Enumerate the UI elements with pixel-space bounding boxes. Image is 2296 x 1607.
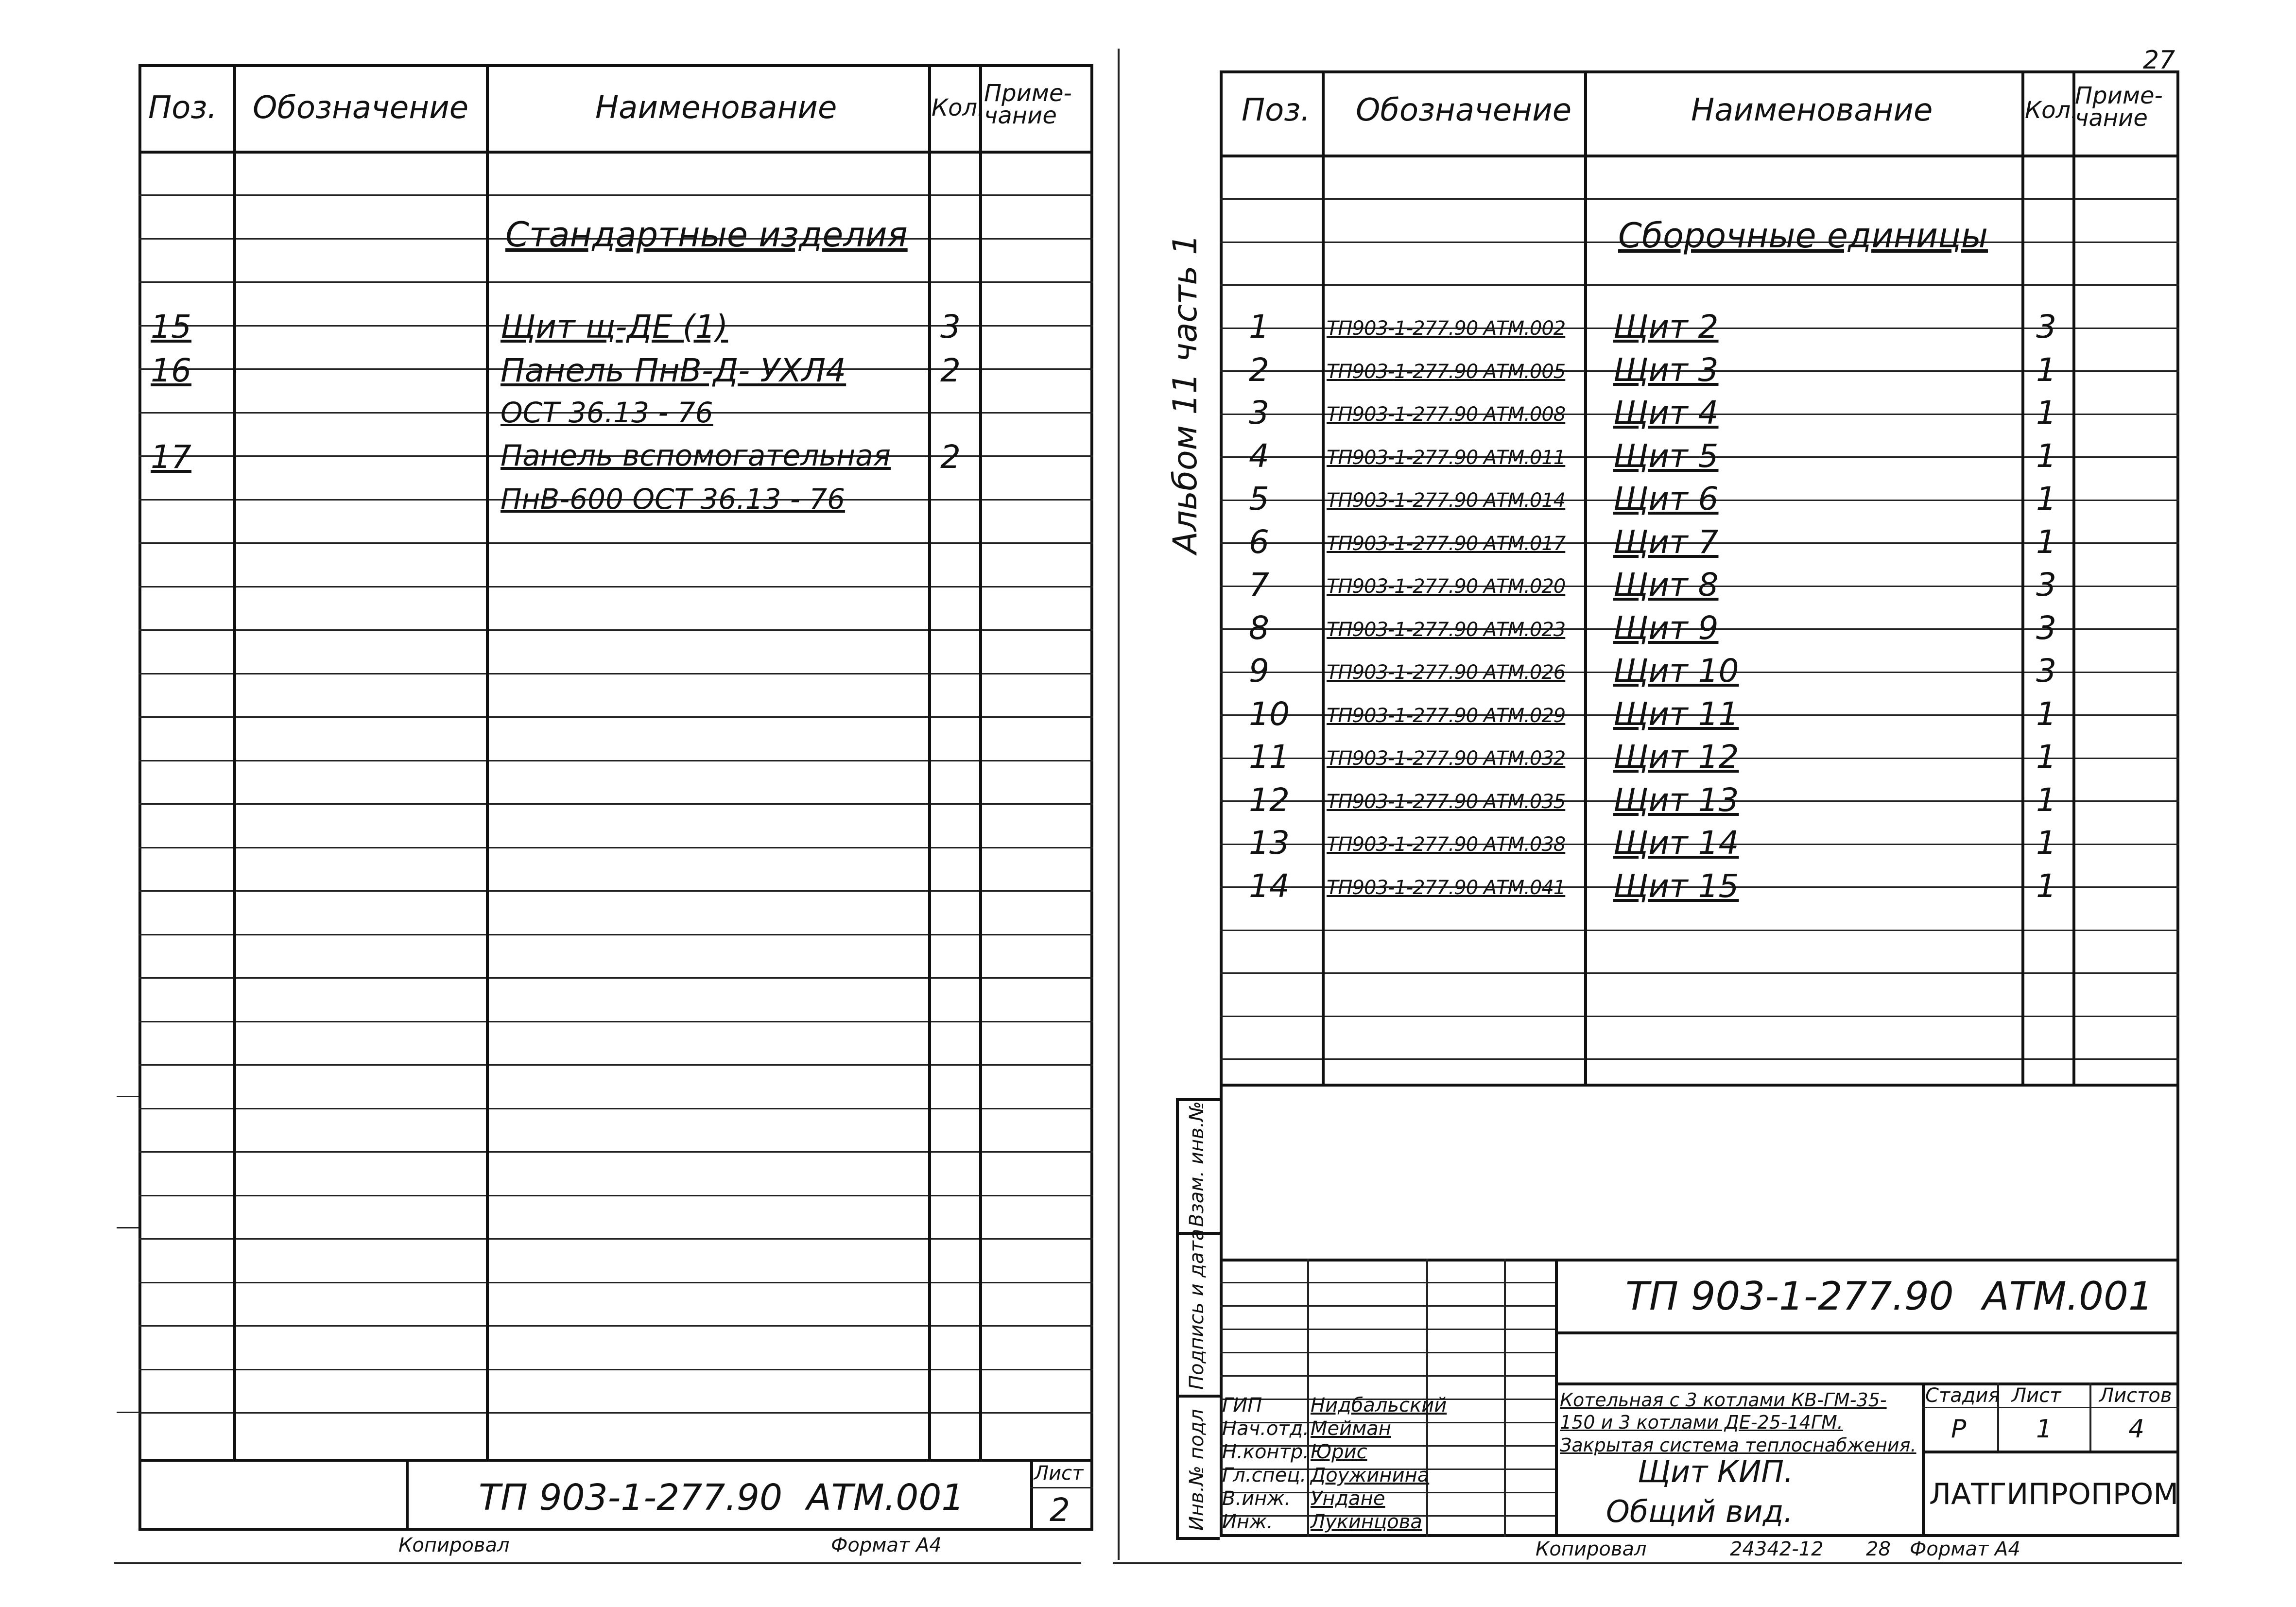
left-row-line xyxy=(138,890,1093,892)
left-row-line xyxy=(138,1369,1093,1370)
right-row-name: Щит 12 xyxy=(1613,738,1739,776)
left-margin-tick xyxy=(117,1096,138,1097)
right-col-line-1 xyxy=(1322,70,1325,1084)
right-row-pos: 1 xyxy=(1249,308,1269,346)
right-row-name: Щит 10 xyxy=(1613,652,1739,690)
right-row-name: Щит 13 xyxy=(1613,781,1739,819)
center-divider xyxy=(1118,49,1120,1560)
title-drawing-subtitle: Общий вид. xyxy=(1606,1494,1794,1529)
title-block-stage-divider xyxy=(1922,1382,1925,1537)
title-doc-code: АТМ.001 xyxy=(1983,1274,2153,1319)
left-col-line-3 xyxy=(928,64,931,1459)
left-row-line xyxy=(138,803,1093,805)
right-row-qty: 1 xyxy=(2036,738,2056,776)
right-row-code: ТП903-1-277.90 АТМ.023 xyxy=(1327,619,1566,641)
right-row-pos: 11 xyxy=(1249,738,1290,776)
left-header-qty: Кол. xyxy=(932,94,985,121)
left-stamp-sheet-label: Лист xyxy=(1034,1462,1084,1485)
title-block-date-col xyxy=(1504,1259,1506,1537)
right-row-line xyxy=(1220,1058,2179,1060)
title-project-description: Котельная с 3 котлами КВ-ГМ-35-150 и 3 котлами ДЕ-25-14ГМ. Закрытая система теплоснабжения. xyxy=(1560,1389,1916,1456)
right-row-qty: 1 xyxy=(2036,394,2056,432)
right-row-name: Щит 2 xyxy=(1613,308,1719,346)
right-row-line xyxy=(1220,930,2179,931)
title-block-name-col xyxy=(1307,1259,1309,1537)
left-header-line xyxy=(138,151,1093,154)
left-footer-line xyxy=(114,1562,1081,1564)
left-row-qty: 2 xyxy=(940,352,961,389)
title-role: Гл.спец. xyxy=(1222,1464,1307,1486)
left-row-line xyxy=(138,1151,1093,1153)
left-row-line xyxy=(138,1282,1093,1283)
title-role-name: Мейман xyxy=(1311,1417,1391,1440)
title-role-name: Доужинина xyxy=(1311,1464,1430,1486)
left-stamp-doc-number: ТП 903-1-277.90 xyxy=(479,1477,783,1519)
side-stamp-bottom xyxy=(1176,1537,1220,1540)
title-grid-line xyxy=(1220,1375,1555,1377)
right-row-pos: 13 xyxy=(1249,824,1290,862)
left-row-line xyxy=(138,1064,1093,1066)
right-row-pos: 7 xyxy=(1249,566,1269,604)
corner-number: 27 xyxy=(2143,46,2175,75)
right-row-code: ТП903-1-277.90 АТМ.008 xyxy=(1327,403,1566,426)
right-row-name: Щит 15 xyxy=(1613,867,1739,905)
title-grid-line xyxy=(1220,1282,1555,1283)
left-row-line xyxy=(138,760,1093,761)
left-header-designation: Обозначение xyxy=(253,90,469,126)
right-header-line xyxy=(1220,155,2179,157)
right-row-name: Щит 14 xyxy=(1613,824,1739,862)
left-row-name: Панель ПнВ-Д- УХЛ4 xyxy=(501,352,846,389)
title-block-desc-line xyxy=(1555,1382,2179,1385)
left-row-line xyxy=(138,1108,1093,1109)
title-role-name: Юрис xyxy=(1311,1441,1367,1463)
right-row-qty: 3 xyxy=(2036,652,2056,690)
left-row-name: Щит щ-ДЕ (1) xyxy=(501,308,728,346)
right-row-pos: 14 xyxy=(1249,867,1290,905)
left-row-line xyxy=(138,1325,1093,1327)
right-row-code: ТП903-1-277.90 АТМ.029 xyxy=(1327,705,1566,727)
left-row-line xyxy=(138,977,1093,979)
left-row-name: Панель вспомогательная xyxy=(501,439,891,473)
title-sheet-value: 1 xyxy=(2036,1415,2053,1444)
right-footer-sheet-number: 28 xyxy=(1866,1538,1891,1560)
left-margin-tick xyxy=(117,1412,138,1413)
title-role-name: Лукинцова xyxy=(1311,1511,1422,1533)
left-footer-copied: Копировал xyxy=(398,1534,510,1556)
left-row-line xyxy=(138,716,1093,718)
right-row-pos: 10 xyxy=(1249,695,1290,733)
left-stamp-sheet-value: 2 xyxy=(1050,1491,1070,1529)
right-row-qty: 1 xyxy=(2036,437,2056,475)
right-row-pos: 3 xyxy=(1249,394,1269,432)
left-footer-format: Формат А4 xyxy=(831,1534,942,1556)
right-row-code: ТП903-1-277.90 АТМ.038 xyxy=(1327,833,1566,856)
side-stamp-replace-inv: Взам. инв.№ xyxy=(1186,1101,1208,1227)
right-row-pos: 4 xyxy=(1249,437,1269,475)
right-row-name: Щит 11 xyxy=(1613,695,1739,733)
left-row-line xyxy=(138,1238,1093,1240)
left-col-line-1 xyxy=(233,64,236,1459)
title-stage-label: Стадия xyxy=(1925,1384,2000,1407)
title-doc-number: ТП 903-1-277.90 xyxy=(1625,1274,1954,1319)
title-role: Инж. xyxy=(1222,1511,1273,1533)
right-row-pos: 9 xyxy=(1249,652,1269,690)
right-row-pos: 12 xyxy=(1249,781,1290,819)
right-row-code: ТП903-1-277.90 АТМ.026 xyxy=(1327,661,1566,684)
side-stamp-top xyxy=(1176,1098,1220,1101)
left-row-pos: 16 xyxy=(151,352,191,389)
left-row-qty: 3 xyxy=(940,308,961,346)
right-row-qty: 1 xyxy=(2036,781,2056,819)
right-row-code: ТП903-1-277.90 АТМ.020 xyxy=(1327,575,1566,598)
right-row-name: Щит 3 xyxy=(1613,351,1719,389)
left-stamp-sheet-line xyxy=(1030,1487,1093,1488)
right-footer-line xyxy=(1113,1562,2182,1564)
title-role-name: Ундане xyxy=(1311,1487,1385,1510)
left-row-pos: 17 xyxy=(151,438,191,476)
left-row-name: ОСТ 36.13 - 76 xyxy=(501,396,713,429)
right-row-pos: 5 xyxy=(1249,480,1269,518)
right-row-line xyxy=(1220,972,2179,974)
left-col-line-4 xyxy=(979,64,982,1459)
title-block-org-line xyxy=(1922,1451,2179,1453)
left-row-line xyxy=(138,281,1093,283)
title-sheets-value: 4 xyxy=(2128,1415,2145,1444)
title-block-main-divider xyxy=(1555,1259,1558,1537)
right-row-qty: 1 xyxy=(2036,480,2056,518)
title-role: Нач.отд. xyxy=(1222,1417,1310,1440)
title-organization: ЛАТГИПРОПРОМ xyxy=(1929,1477,2179,1511)
left-row-line xyxy=(138,194,1093,196)
left-row-line xyxy=(138,1195,1093,1196)
right-row-qty: 3 xyxy=(2036,566,2056,604)
right-row-qty: 3 xyxy=(2036,609,2056,647)
title-grid-line xyxy=(1220,1305,1555,1307)
right-row-qty: 1 xyxy=(2036,867,2056,905)
left-row-line xyxy=(138,542,1093,544)
left-sheet-frame xyxy=(138,64,1093,1531)
title-drawing-title: Щит КИП. xyxy=(1638,1454,1794,1489)
title-block-upper-line xyxy=(1220,1084,2179,1087)
right-footer-format: Формат А4 xyxy=(1910,1538,2020,1560)
right-row-pos: 2 xyxy=(1249,351,1269,389)
right-header-designation: Обозначение xyxy=(1356,92,1572,128)
title-role: ГИП xyxy=(1222,1394,1262,1417)
title-grid-line xyxy=(1220,1329,1555,1330)
title-block-stage-header-line xyxy=(1922,1407,2179,1408)
title-block-number-line xyxy=(1555,1331,2179,1334)
title-sheets-label: Листов xyxy=(2099,1384,2172,1407)
left-row-line xyxy=(138,1412,1093,1414)
right-header-pos: Поз. xyxy=(1242,92,1311,128)
side-stamp-sign-date: Подпись и дата xyxy=(1186,1228,1208,1390)
title-role-name: Нидбальский xyxy=(1311,1394,1447,1417)
right-row-qty: 1 xyxy=(2036,351,2056,389)
title-block-sheet-col xyxy=(2089,1382,2091,1451)
album-label: Альбом 11 часть 1 xyxy=(1166,234,1205,554)
title-block-top xyxy=(1220,1259,2179,1261)
left-stamp-divider xyxy=(406,1459,409,1531)
right-row-line xyxy=(1220,198,2179,200)
side-stamp-left xyxy=(1176,1098,1179,1537)
left-col-line-2 xyxy=(486,64,489,1459)
right-row-name: Щит 5 xyxy=(1613,437,1719,475)
right-row-code: ТП903-1-277.90 АТМ.005 xyxy=(1327,361,1566,383)
right-section-title: Сборочные единицы xyxy=(1618,216,1988,256)
right-row-name: Щит 7 xyxy=(1613,523,1719,561)
right-header-name: Наименование xyxy=(1691,92,1933,128)
left-row-line xyxy=(138,673,1093,674)
right-row-code: ТП903-1-277.90 АТМ.014 xyxy=(1327,489,1566,512)
left-header-name: Наименование xyxy=(595,90,837,126)
right-col-line-2 xyxy=(1584,70,1587,1084)
left-row-qty: 2 xyxy=(940,438,961,476)
side-stamp-sep-2 xyxy=(1176,1395,1220,1398)
left-row-pos: 15 xyxy=(151,308,191,346)
left-row-line xyxy=(138,847,1093,848)
right-row-name: Щит 6 xyxy=(1613,480,1719,518)
left-row-line xyxy=(138,934,1093,935)
right-row-code: ТП903-1-277.90 АТМ.035 xyxy=(1327,791,1566,813)
left-header-note: Приме- чание xyxy=(984,80,1072,129)
right-row-name: Щит 9 xyxy=(1613,609,1719,647)
left-section-title: Стандартные изделия xyxy=(505,215,908,255)
right-row-qty: 1 xyxy=(2036,695,2056,733)
right-row-code: ТП903-1-277.90 АТМ.041 xyxy=(1327,877,1566,899)
right-footer-order-number: 24342-12 xyxy=(1730,1538,1824,1560)
right-row-qty: 1 xyxy=(2036,523,2056,561)
left-margin-tick xyxy=(117,1227,138,1228)
title-sheet-label: Лист xyxy=(2012,1384,2061,1407)
right-row-code: ТП903-1-277.90 АТМ.011 xyxy=(1327,447,1566,469)
left-row-name: ПнВ-600 ОСТ 36.13 - 76 xyxy=(501,483,846,516)
right-header-note: Приме- чание xyxy=(2075,82,2163,132)
right-row-qty: 1 xyxy=(2036,824,2056,862)
title-role: Н.контр. xyxy=(1222,1441,1309,1463)
right-row-line xyxy=(1220,1016,2179,1017)
title-role: В.инж. xyxy=(1222,1487,1291,1510)
right-row-pos: 8 xyxy=(1249,609,1269,647)
right-col-line-3 xyxy=(2021,70,2024,1084)
right-header-qty: Кол. xyxy=(2025,97,2078,124)
left-row-line xyxy=(138,586,1093,588)
left-row-line xyxy=(138,1021,1093,1022)
title-stage-value: Р xyxy=(1951,1415,1967,1444)
right-row-qty: 3 xyxy=(2036,308,2056,346)
left-stamp-top-line xyxy=(138,1459,1093,1462)
right-row-line xyxy=(1220,284,2179,286)
side-stamp-inv-orig: Инв.№ подл xyxy=(1186,1409,1208,1531)
title-grid-line xyxy=(1220,1352,1555,1353)
right-row-name: Щит 4 xyxy=(1613,394,1719,432)
right-row-code: ТП903-1-277.90 АТМ.032 xyxy=(1327,747,1566,770)
right-row-pos: 6 xyxy=(1249,523,1269,561)
right-row-code: ТП903-1-277.90 АТМ.017 xyxy=(1327,533,1566,555)
right-row-name: Щит 8 xyxy=(1613,566,1719,604)
right-col-line-4 xyxy=(2072,70,2075,1084)
left-stamp-sheet-divider xyxy=(1030,1459,1033,1531)
left-row-line xyxy=(138,629,1093,631)
right-row-code: ТП903-1-277.90 АТМ.002 xyxy=(1327,317,1566,340)
left-header-pos: Поз. xyxy=(148,90,217,126)
left-stamp-doc-code: АТМ.001 xyxy=(807,1477,965,1519)
right-footer-copied: Копировал xyxy=(1536,1538,1647,1560)
